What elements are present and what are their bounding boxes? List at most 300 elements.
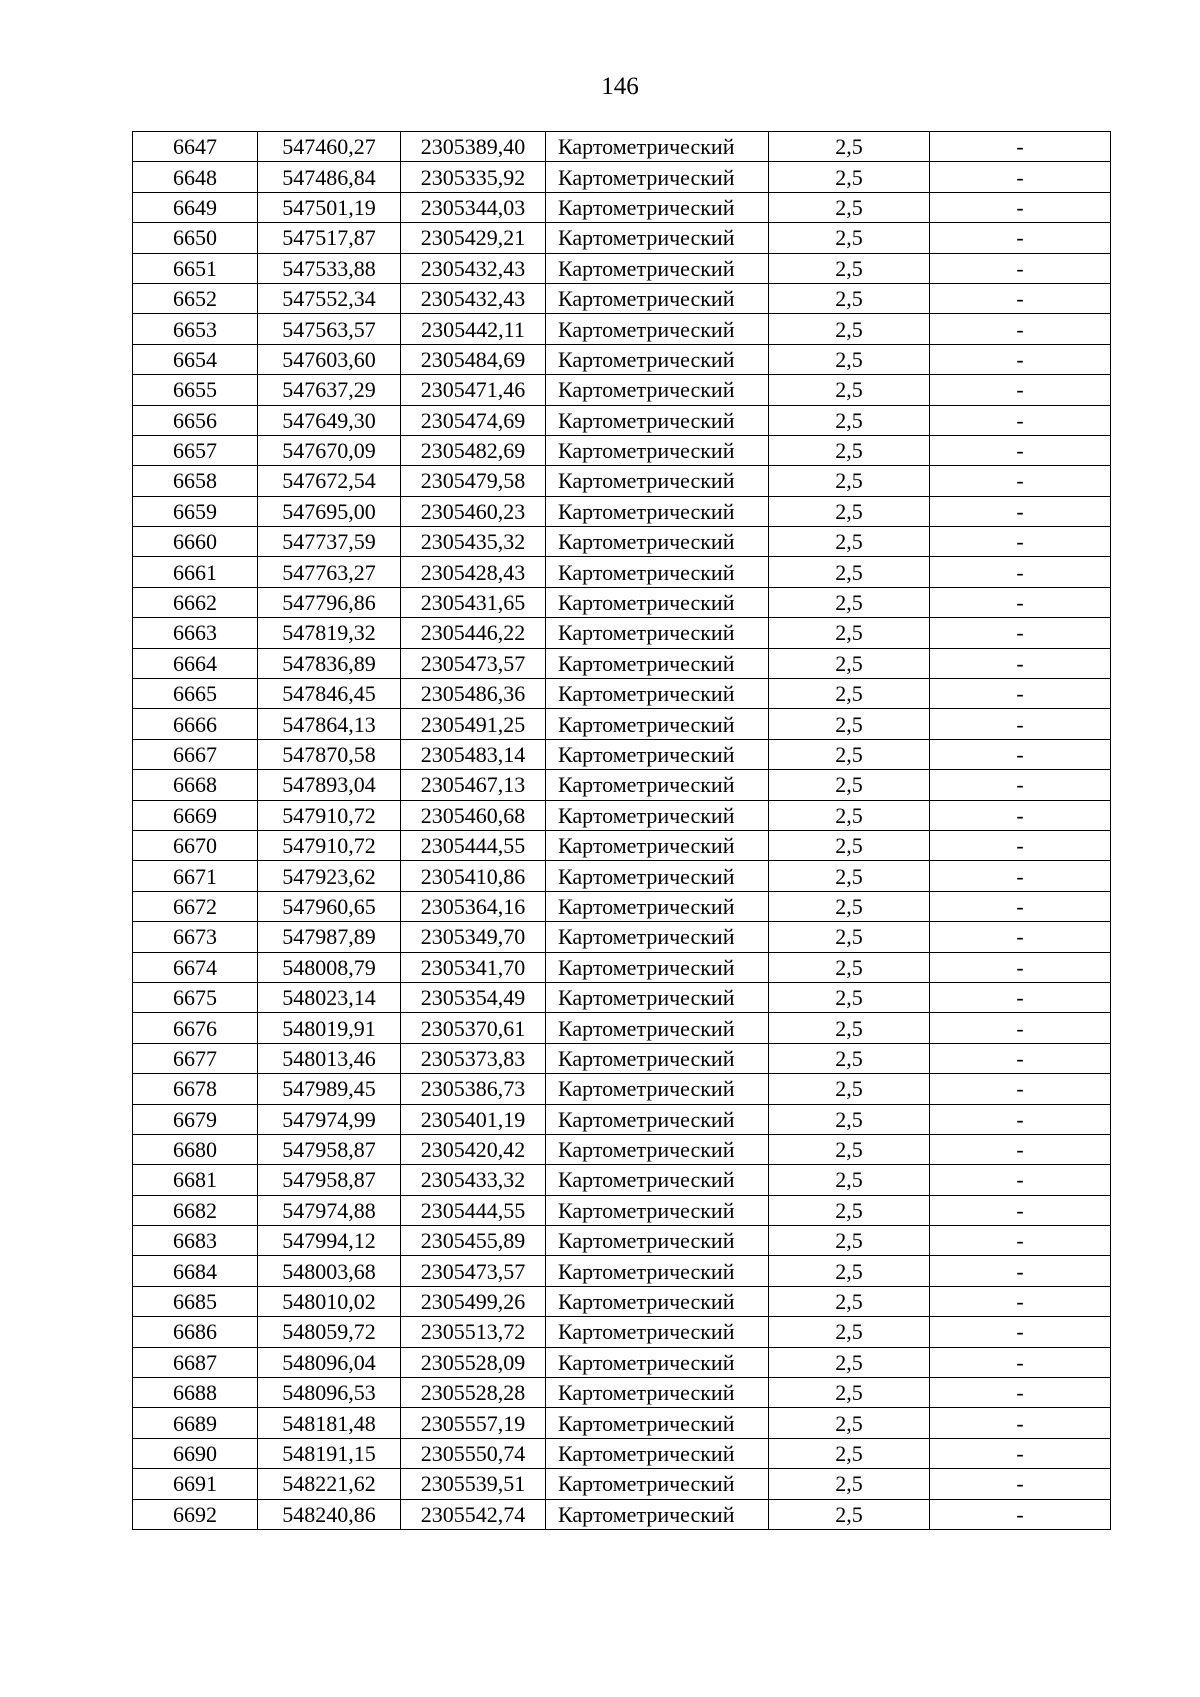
y-coordinate-cell: 2305491,25 [401, 709, 546, 739]
point-number-cell: 6651 [133, 253, 258, 283]
accuracy-cell: 2,5 [769, 405, 930, 435]
x-coordinate-cell: 547989,45 [258, 1074, 401, 1104]
accuracy-cell: 2,5 [769, 1408, 930, 1438]
point-number-cell: 6673 [133, 922, 258, 952]
accuracy-cell: 2,5 [769, 1317, 930, 1347]
accuracy-cell: 2,5 [769, 861, 930, 891]
accuracy-cell: 2,5 [769, 1165, 930, 1195]
x-coordinate-cell: 547958,87 [258, 1165, 401, 1195]
table-row [133, 435, 1111, 465]
table-row [133, 830, 1111, 860]
method-cell: Картометрический [546, 1256, 769, 1286]
accuracy-cell: 2,5 [769, 132, 930, 162]
point-number-cell: 6683 [133, 1226, 258, 1256]
x-coordinate-cell: 547796,86 [258, 587, 401, 617]
coordinates-table [132, 131, 1111, 1530]
accuracy-cell: 2,5 [769, 1499, 930, 1529]
description-cell: - [930, 1408, 1111, 1438]
page-number: 146 [601, 73, 639, 100]
method-cell: Картометрический [546, 192, 769, 222]
table-row [133, 679, 1111, 709]
y-coordinate-cell: 2305401,19 [401, 1104, 546, 1134]
point-number-cell: 6657 [133, 435, 258, 465]
table-row [133, 618, 1111, 648]
description-cell: - [930, 1013, 1111, 1043]
y-coordinate-cell: 2305479,58 [401, 466, 546, 496]
point-number-cell: 6655 [133, 375, 258, 405]
description-cell: - [930, 861, 1111, 891]
method-cell: Картометрический [546, 891, 769, 921]
description-cell: - [930, 1286, 1111, 1316]
table-row [133, 527, 1111, 557]
method-cell: Картометрический [546, 618, 769, 648]
method-cell: Картометрический [546, 1286, 769, 1316]
table-row [133, 1438, 1111, 1468]
method-cell: Картометрический [546, 1195, 769, 1225]
accuracy-cell: 2,5 [769, 1074, 930, 1104]
y-coordinate-cell: 2305344,03 [401, 192, 546, 222]
point-number-cell: 6674 [133, 952, 258, 982]
x-coordinate-cell: 547649,30 [258, 405, 401, 435]
y-coordinate-cell: 2305539,51 [401, 1469, 546, 1499]
description-cell: - [930, 1104, 1111, 1134]
method-cell: Картометрический [546, 527, 769, 557]
point-number-cell: 6665 [133, 679, 258, 709]
method-cell: Картометрический [546, 223, 769, 253]
method-cell: Картометрический [546, 952, 769, 982]
accuracy-cell: 2,5 [769, 527, 930, 557]
accuracy-cell: 2,5 [769, 648, 930, 678]
description-cell: - [930, 709, 1111, 739]
point-number-cell: 6689 [133, 1408, 258, 1438]
table-row [133, 1226, 1111, 1256]
description-cell: - [930, 496, 1111, 526]
y-coordinate-cell: 2305557,19 [401, 1408, 546, 1438]
table-row [133, 1347, 1111, 1377]
table-row [133, 982, 1111, 1012]
point-number-cell: 6670 [133, 830, 258, 860]
y-coordinate-cell: 2305486,36 [401, 679, 546, 709]
description-cell: - [930, 679, 1111, 709]
point-number-cell: 6678 [133, 1074, 258, 1104]
accuracy-cell: 2,5 [769, 1226, 930, 1256]
table-row [133, 770, 1111, 800]
x-coordinate-cell: 547672,54 [258, 466, 401, 496]
accuracy-cell: 2,5 [769, 891, 930, 921]
y-coordinate-cell: 2305364,16 [401, 891, 546, 921]
method-cell: Картометрический [546, 800, 769, 830]
table-row [133, 466, 1111, 496]
y-coordinate-cell: 2305446,22 [401, 618, 546, 648]
x-coordinate-cell: 548059,72 [258, 1317, 401, 1347]
method-cell: Картометрический [546, 496, 769, 526]
accuracy-cell: 2,5 [769, 1286, 930, 1316]
point-number-cell: 6687 [133, 1347, 258, 1377]
x-coordinate-cell: 547910,72 [258, 830, 401, 860]
point-number-cell: 6648 [133, 162, 258, 192]
description-cell: - [930, 1499, 1111, 1529]
y-coordinate-cell: 2305432,43 [401, 283, 546, 313]
accuracy-cell: 2,5 [769, 800, 930, 830]
table-row [133, 1165, 1111, 1195]
x-coordinate-cell: 547994,12 [258, 1226, 401, 1256]
table-row [133, 952, 1111, 982]
table-row [133, 861, 1111, 891]
accuracy-cell: 2,5 [769, 922, 930, 952]
description-cell: - [930, 375, 1111, 405]
y-coordinate-cell: 2305460,23 [401, 496, 546, 526]
description-cell: - [930, 223, 1111, 253]
x-coordinate-cell: 548003,68 [258, 1256, 401, 1286]
table-row [133, 496, 1111, 526]
table-row [133, 253, 1111, 283]
point-number-cell: 6671 [133, 861, 258, 891]
x-coordinate-cell: 547974,99 [258, 1104, 401, 1134]
method-cell: Картометрический [546, 982, 769, 1012]
description-cell: - [930, 405, 1111, 435]
accuracy-cell: 2,5 [769, 375, 930, 405]
table-row [133, 587, 1111, 617]
point-number-cell: 6668 [133, 770, 258, 800]
accuracy-cell: 2,5 [769, 982, 930, 1012]
y-coordinate-cell: 2305482,69 [401, 435, 546, 465]
accuracy-cell: 2,5 [769, 587, 930, 617]
y-coordinate-cell: 2305528,09 [401, 1347, 546, 1377]
table-row [133, 314, 1111, 344]
accuracy-cell: 2,5 [769, 1043, 930, 1073]
table-row [133, 162, 1111, 192]
y-coordinate-cell: 2305542,74 [401, 1499, 546, 1529]
accuracy-cell: 2,5 [769, 679, 930, 709]
description-cell: - [930, 1195, 1111, 1225]
table-row [133, 1499, 1111, 1529]
y-coordinate-cell: 2305335,92 [401, 162, 546, 192]
accuracy-cell: 2,5 [769, 192, 930, 222]
accuracy-cell: 2,5 [769, 1378, 930, 1408]
method-cell: Картометрический [546, 1317, 769, 1347]
x-coordinate-cell: 547864,13 [258, 709, 401, 739]
x-coordinate-cell: 548221,62 [258, 1469, 401, 1499]
point-number-cell: 6675 [133, 982, 258, 1012]
y-coordinate-cell: 2305444,55 [401, 830, 546, 860]
y-coordinate-cell: 2305528,28 [401, 1378, 546, 1408]
table-row [133, 648, 1111, 678]
accuracy-cell: 2,5 [769, 1438, 930, 1468]
description-cell: - [930, 587, 1111, 617]
table-row [133, 405, 1111, 435]
description-cell: - [930, 314, 1111, 344]
x-coordinate-cell: 547460,27 [258, 132, 401, 162]
point-number-cell: 6672 [133, 891, 258, 921]
x-coordinate-cell: 547501,19 [258, 192, 401, 222]
y-coordinate-cell: 2305373,83 [401, 1043, 546, 1073]
point-number-cell: 6652 [133, 283, 258, 313]
description-cell: - [930, 283, 1111, 313]
accuracy-cell: 2,5 [769, 952, 930, 982]
method-cell: Картометрический [546, 1134, 769, 1164]
y-coordinate-cell: 2305410,86 [401, 861, 546, 891]
method-cell: Картометрический [546, 861, 769, 891]
accuracy-cell: 2,5 [769, 557, 930, 587]
x-coordinate-cell: 548191,15 [258, 1438, 401, 1468]
point-number-cell: 6654 [133, 344, 258, 374]
table-row [133, 891, 1111, 921]
method-cell: Картометрический [546, 283, 769, 313]
method-cell: Картометрический [546, 1347, 769, 1377]
table-row [133, 1134, 1111, 1164]
x-coordinate-cell: 547563,57 [258, 314, 401, 344]
x-coordinate-cell: 547695,00 [258, 496, 401, 526]
y-coordinate-cell: 2305432,43 [401, 253, 546, 283]
description-cell: - [930, 1347, 1111, 1377]
y-coordinate-cell: 2305499,26 [401, 1286, 546, 1316]
method-cell: Картометрический [546, 132, 769, 162]
table-row [133, 1074, 1111, 1104]
x-coordinate-cell: 548181,48 [258, 1408, 401, 1438]
method-cell: Картометрический [546, 1499, 769, 1529]
table-row [133, 344, 1111, 374]
x-coordinate-cell: 547763,27 [258, 557, 401, 587]
x-coordinate-cell: 547846,45 [258, 679, 401, 709]
method-cell: Картометрический [546, 1378, 769, 1408]
x-coordinate-cell: 548019,91 [258, 1013, 401, 1043]
accuracy-cell: 2,5 [769, 1195, 930, 1225]
point-number-cell: 6656 [133, 405, 258, 435]
point-number-cell: 6660 [133, 527, 258, 557]
y-coordinate-cell: 2305349,70 [401, 922, 546, 952]
y-coordinate-cell: 2305341,70 [401, 952, 546, 982]
accuracy-cell: 2,5 [769, 1256, 930, 1286]
table-row [133, 1317, 1111, 1347]
accuracy-cell: 2,5 [769, 466, 930, 496]
x-coordinate-cell: 547637,29 [258, 375, 401, 405]
point-number-cell: 6659 [133, 496, 258, 526]
accuracy-cell: 2,5 [769, 496, 930, 526]
method-cell: Картометрический [546, 1043, 769, 1073]
table-row [133, 800, 1111, 830]
description-cell: - [930, 1469, 1111, 1499]
description-cell: - [930, 557, 1111, 587]
accuracy-cell: 2,5 [769, 1134, 930, 1164]
point-number-cell: 6661 [133, 557, 258, 587]
y-coordinate-cell: 2305386,73 [401, 1074, 546, 1104]
description-cell: - [930, 162, 1111, 192]
method-cell: Картометрический [546, 314, 769, 344]
method-cell: Картометрический [546, 1104, 769, 1134]
x-coordinate-cell: 547958,87 [258, 1134, 401, 1164]
table-row [133, 1408, 1111, 1438]
description-cell: - [930, 891, 1111, 921]
accuracy-cell: 2,5 [769, 1013, 930, 1043]
method-cell: Картометрический [546, 679, 769, 709]
y-coordinate-cell: 2305474,69 [401, 405, 546, 435]
description-cell: - [930, 952, 1111, 982]
point-number-cell: 6650 [133, 223, 258, 253]
table-row [133, 1043, 1111, 1073]
accuracy-cell: 2,5 [769, 344, 930, 374]
point-number-cell: 6653 [133, 314, 258, 344]
point-number-cell: 6679 [133, 1104, 258, 1134]
x-coordinate-cell: 547974,88 [258, 1195, 401, 1225]
method-cell: Картометрический [546, 1226, 769, 1256]
table-row [133, 922, 1111, 952]
accuracy-cell: 2,5 [769, 283, 930, 313]
table-row [133, 1286, 1111, 1316]
point-number-cell: 6684 [133, 1256, 258, 1286]
method-cell: Картометрический [546, 253, 769, 283]
table-row [133, 1013, 1111, 1043]
y-coordinate-cell: 2305433,32 [401, 1165, 546, 1195]
x-coordinate-cell: 547836,89 [258, 648, 401, 678]
point-number-cell: 6690 [133, 1438, 258, 1468]
description-cell: - [930, 739, 1111, 769]
description-cell: - [930, 982, 1111, 1012]
point-number-cell: 6663 [133, 618, 258, 648]
method-cell: Картометрический [546, 375, 769, 405]
method-cell: Картометрический [546, 1469, 769, 1499]
table-row [133, 1104, 1111, 1134]
accuracy-cell: 2,5 [769, 253, 930, 283]
x-coordinate-cell: 547987,89 [258, 922, 401, 952]
x-coordinate-cell: 548010,02 [258, 1286, 401, 1316]
description-cell: - [930, 800, 1111, 830]
accuracy-cell: 2,5 [769, 1104, 930, 1134]
point-number-cell: 6664 [133, 648, 258, 678]
table-row [133, 739, 1111, 769]
method-cell: Картометрический [546, 830, 769, 860]
method-cell: Картометрический [546, 648, 769, 678]
y-coordinate-cell: 2305370,61 [401, 1013, 546, 1043]
description-cell: - [930, 192, 1111, 222]
description-cell: - [930, 344, 1111, 374]
method-cell: Картометрический [546, 1165, 769, 1195]
table-row [133, 557, 1111, 587]
description-cell: - [930, 770, 1111, 800]
description-cell: - [930, 1043, 1111, 1073]
method-cell: Картометрический [546, 1408, 769, 1438]
x-coordinate-cell: 547486,84 [258, 162, 401, 192]
x-coordinate-cell: 547552,34 [258, 283, 401, 313]
method-cell: Картометрический [546, 162, 769, 192]
y-coordinate-cell: 2305354,49 [401, 982, 546, 1012]
method-cell: Картометрический [546, 405, 769, 435]
method-cell: Картометрический [546, 557, 769, 587]
method-cell: Картометрический [546, 466, 769, 496]
point-number-cell: 6658 [133, 466, 258, 496]
description-cell: - [930, 830, 1111, 860]
method-cell: Картометрический [546, 1013, 769, 1043]
accuracy-cell: 2,5 [769, 435, 930, 465]
y-coordinate-cell: 2305473,57 [401, 1256, 546, 1286]
point-number-cell: 6669 [133, 800, 258, 830]
y-coordinate-cell: 2305473,57 [401, 648, 546, 678]
point-number-cell: 6688 [133, 1378, 258, 1408]
x-coordinate-cell: 547960,65 [258, 891, 401, 921]
method-cell: Картометрический [546, 587, 769, 617]
y-coordinate-cell: 2305513,72 [401, 1317, 546, 1347]
description-cell: - [930, 1074, 1111, 1104]
x-coordinate-cell: 548240,86 [258, 1499, 401, 1529]
accuracy-cell: 2,5 [769, 223, 930, 253]
x-coordinate-cell: 547819,32 [258, 618, 401, 648]
x-coordinate-cell: 548008,79 [258, 952, 401, 982]
table-row [133, 375, 1111, 405]
method-cell: Картометрический [546, 344, 769, 374]
x-coordinate-cell: 547870,58 [258, 739, 401, 769]
x-coordinate-cell: 548023,14 [258, 982, 401, 1012]
table-body [133, 132, 1111, 1530]
y-coordinate-cell: 2305428,43 [401, 557, 546, 587]
x-coordinate-cell: 547923,62 [258, 861, 401, 891]
accuracy-cell: 2,5 [769, 1469, 930, 1499]
x-coordinate-cell: 547893,04 [258, 770, 401, 800]
y-coordinate-cell: 2305484,69 [401, 344, 546, 374]
description-cell: - [930, 1256, 1111, 1286]
accuracy-cell: 2,5 [769, 162, 930, 192]
point-number-cell: 6677 [133, 1043, 258, 1073]
accuracy-cell: 2,5 [769, 709, 930, 739]
x-coordinate-cell: 548096,04 [258, 1347, 401, 1377]
table-row [133, 192, 1111, 222]
accuracy-cell: 2,5 [769, 314, 930, 344]
description-cell: - [930, 435, 1111, 465]
table-row [133, 283, 1111, 313]
x-coordinate-cell: 547670,09 [258, 435, 401, 465]
point-number-cell: 6676 [133, 1013, 258, 1043]
description-cell: - [930, 1134, 1111, 1164]
point-number-cell: 6691 [133, 1469, 258, 1499]
point-number-cell: 6667 [133, 739, 258, 769]
x-coordinate-cell: 547737,59 [258, 527, 401, 557]
description-cell: - [930, 922, 1111, 952]
description-cell: - [930, 1317, 1111, 1347]
y-coordinate-cell: 2305467,13 [401, 770, 546, 800]
y-coordinate-cell: 2305389,40 [401, 132, 546, 162]
point-number-cell: 6692 [133, 1499, 258, 1529]
y-coordinate-cell: 2305550,74 [401, 1438, 546, 1468]
description-cell: - [930, 132, 1111, 162]
description-cell: - [930, 1378, 1111, 1408]
y-coordinate-cell: 2305460,68 [401, 800, 546, 830]
point-number-cell: 6647 [133, 132, 258, 162]
description-cell: - [930, 1165, 1111, 1195]
x-coordinate-cell: 547517,87 [258, 223, 401, 253]
accuracy-cell: 2,5 [769, 770, 930, 800]
description-cell: - [930, 618, 1111, 648]
x-coordinate-cell: 548096,53 [258, 1378, 401, 1408]
table-row [133, 1378, 1111, 1408]
point-number-cell: 6666 [133, 709, 258, 739]
point-number-cell: 6682 [133, 1195, 258, 1225]
x-coordinate-cell: 547910,72 [258, 800, 401, 830]
description-cell: - [930, 527, 1111, 557]
x-coordinate-cell: 547533,88 [258, 253, 401, 283]
table-row [133, 1256, 1111, 1286]
table-row [133, 1195, 1111, 1225]
table-row [133, 1469, 1111, 1499]
y-coordinate-cell: 2305420,42 [401, 1134, 546, 1164]
accuracy-cell: 2,5 [769, 618, 930, 648]
point-number-cell: 6649 [133, 192, 258, 222]
method-cell: Картометрический [546, 770, 769, 800]
point-number-cell: 6686 [133, 1317, 258, 1347]
table-row [133, 709, 1111, 739]
method-cell: Картометрический [546, 709, 769, 739]
y-coordinate-cell: 2305429,21 [401, 223, 546, 253]
description-cell: - [930, 1226, 1111, 1256]
point-number-cell: 6685 [133, 1286, 258, 1316]
x-coordinate-cell: 547603,60 [258, 344, 401, 374]
